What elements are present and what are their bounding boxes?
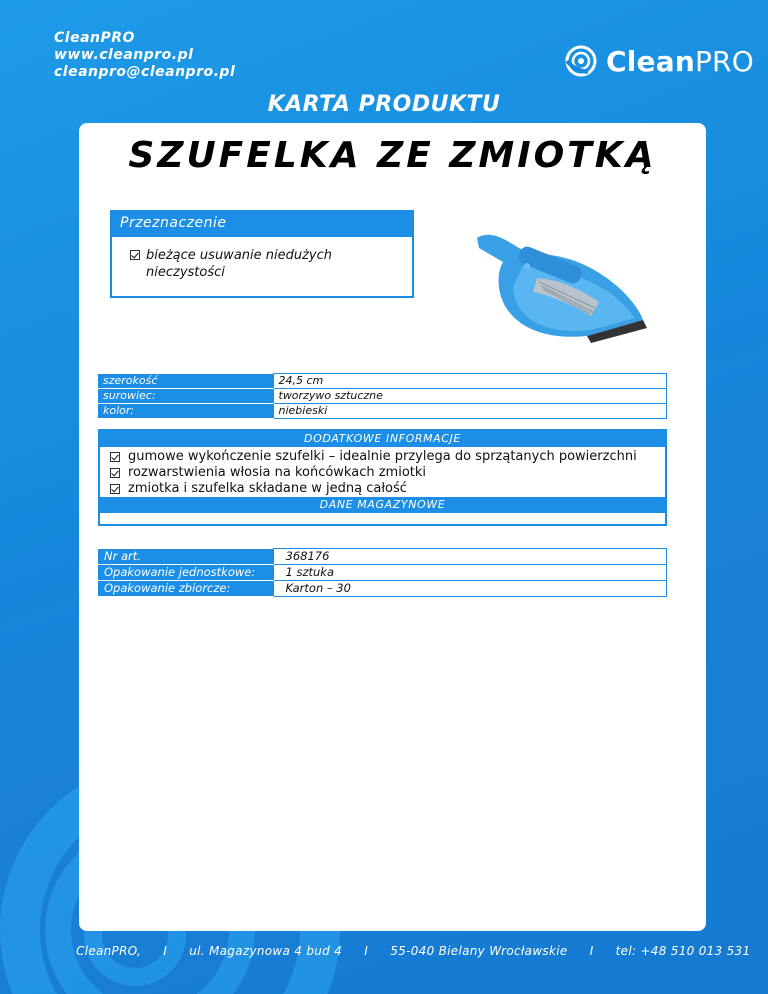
spec-label: surowiec: <box>98 389 273 404</box>
list-item <box>110 481 665 497</box>
header-title: KARTA PRODUKTU <box>267 92 501 117</box>
storage-label: Opakowanie zbiorcze: <box>98 581 273 597</box>
product-card <box>79 123 706 931</box>
company-block <box>54 30 235 81</box>
extra-info-heading: DODATKOWE INFORMACJE <box>100 431 665 447</box>
storage-label: Opakowanie jednostkowe: <box>98 565 273 581</box>
storage-heading: DANE MAGAZYNOWE <box>100 497 665 513</box>
storage-label: Nr art. <box>98 549 273 565</box>
spec-row <box>98 404 667 419</box>
logo-word-clean: Clean <box>606 44 695 78</box>
purpose-item <box>112 237 412 281</box>
extra-item-text: gumowe wykończenie szufelki – idealnie przylega do sprzątanych powierzchni <box>128 449 637 464</box>
spec-row <box>98 374 667 389</box>
footer-phone[interactable]: tel: +48 510 013 531 <box>615 944 751 958</box>
extra-item-text: zmiotka i szufelka składane w jedną całość <box>128 481 407 496</box>
purpose-box <box>110 210 414 298</box>
spec-value: tworzywo sztuczne <box>273 389 667 404</box>
storage-value: 368176 <box>273 549 667 565</box>
table-row <box>98 565 667 581</box>
company-name: CleanPRO <box>54 30 135 46</box>
checkbox-icon <box>110 484 120 494</box>
extra-info-list <box>100 447 665 497</box>
table-row <box>98 581 667 597</box>
specs-table <box>98 373 667 419</box>
dustpan-brush-image <box>467 226 667 346</box>
logo-swirl-icon <box>564 44 598 78</box>
checkbox-icon <box>110 452 120 462</box>
divider <box>98 513 667 526</box>
footer-company: CleanPRO, <box>76 944 142 958</box>
extra-info-box <box>98 429 667 526</box>
footer <box>76 944 768 958</box>
footer-city: 55-040 Bielany Wrocławskie <box>390 944 568 958</box>
footer-separator: I <box>163 944 168 958</box>
purpose-item-text: bieżące usuwanie niedużych nieczystości <box>146 248 333 280</box>
spec-value: 24,5 cm <box>273 374 667 389</box>
spec-label: kolor: <box>98 404 273 419</box>
extra-item-text: rozwarstwienia włosia na końcówkach zmiotki <box>128 465 427 480</box>
checkbox-icon <box>110 468 120 478</box>
company-website[interactable]: www.cleanpro.pl <box>54 47 194 63</box>
storage-value: Karton – 30 <box>273 581 667 597</box>
logo-word-pro: PRO <box>694 44 754 78</box>
spec-row <box>98 389 667 404</box>
table-row <box>98 549 667 565</box>
spec-label: szerokość <box>98 374 273 389</box>
footer-address: ul. Magazynowa 4 bud 4 <box>189 944 343 958</box>
footer-separator: I <box>364 944 369 958</box>
cleanpro-logo <box>564 44 754 78</box>
checkbox-icon <box>130 250 140 260</box>
footer-separator: I <box>589 944 594 958</box>
list-item <box>110 449 665 465</box>
logo-text <box>606 45 754 78</box>
purpose-heading: Przeznaczenie <box>112 212 412 237</box>
storage-value: 1 sztuka <box>273 565 667 581</box>
product-title: SZUFELKA ZE ZMIOTKĄ <box>128 135 657 176</box>
company-email[interactable]: cleanpro@cleanpro.pl <box>54 64 236 80</box>
spec-value: niebieski <box>273 404 667 419</box>
storage-table <box>98 548 667 597</box>
list-item <box>110 465 665 481</box>
